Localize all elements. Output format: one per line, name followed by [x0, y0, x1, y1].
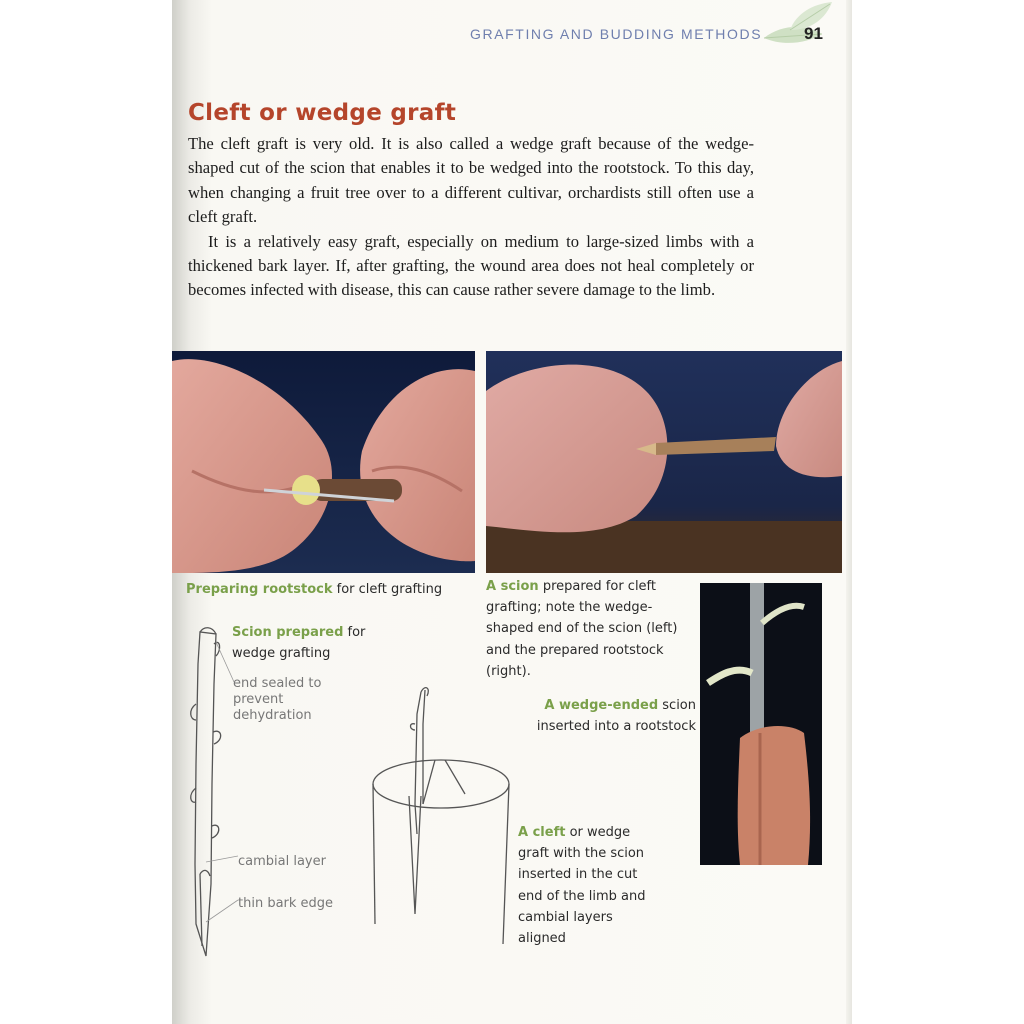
- caption-highlight: A cleft: [518, 825, 566, 840]
- caption-text: scion inserted into a rootstock: [536, 698, 696, 735]
- caption-highlight: A scion: [486, 579, 539, 594]
- caption-highlight: Scion prepared: [232, 625, 344, 640]
- body-text: [188, 132, 754, 303]
- caption-text: for cleft grafting: [332, 582, 443, 597]
- label-cambial-layer: cambial layer: [238, 854, 326, 869]
- caption-highlight: Preparing rootstock: [186, 582, 333, 597]
- page-number: 91: [804, 24, 823, 43]
- caption-scion: [486, 576, 691, 682]
- caption-text: or wedge graft with the scion inserted in the cut end of the limb and cambial layers aligned: [518, 825, 646, 947]
- photo-preparing-rootstock: [172, 351, 475, 573]
- paragraph-2: It is a relatively easy graft, especially on medium to large-sized limbs with a thickened bark layer. If, after grafting, the wound area does not heal completely or becomes infected with disease, this can cause rather severe damage to the limb.: [188, 231, 754, 300]
- photo-scion-prepared: [486, 351, 842, 573]
- caption-preparing-rootstock: [186, 579, 446, 600]
- caption-wedge-ended: [536, 695, 696, 737]
- caption-cleft-graft: [518, 822, 653, 949]
- label-thin-bark-edge: thin bark edge: [238, 896, 334, 911]
- caption-highlight: A wedge-ended: [544, 698, 659, 713]
- page-edge: [846, 0, 852, 1024]
- drawing-cleft-graft: [373, 688, 509, 944]
- leaf-ornament-icon: [760, 0, 840, 52]
- caption-text: for wedge grafting: [232, 625, 366, 662]
- photo-wedge-ended-scion: [700, 583, 822, 865]
- caption-text: prepared for cleft grafting; note the wedge-shaped end of the scion (left) and the prepared rootstock (right).: [486, 579, 678, 679]
- label-end-sealed: end sealed to prevent dehydration: [233, 676, 322, 723]
- section-title: Cleft or wedge graft: [188, 100, 457, 126]
- drawing-scion: [180, 624, 250, 964]
- running-head: GRAFTING AND BUDDING METHODS: [470, 26, 763, 42]
- caption-scion-prepared: [232, 622, 372, 664]
- paragraph-1: The cleft graft is very old. It is also called a wedge graft because of the wedge-shaped cut of the scion that enables it to be wedged into the rootstock. To this day, when changing a fruit tree over to a different cultivar, orchardists still often use a cleft graft.: [188, 134, 754, 227]
